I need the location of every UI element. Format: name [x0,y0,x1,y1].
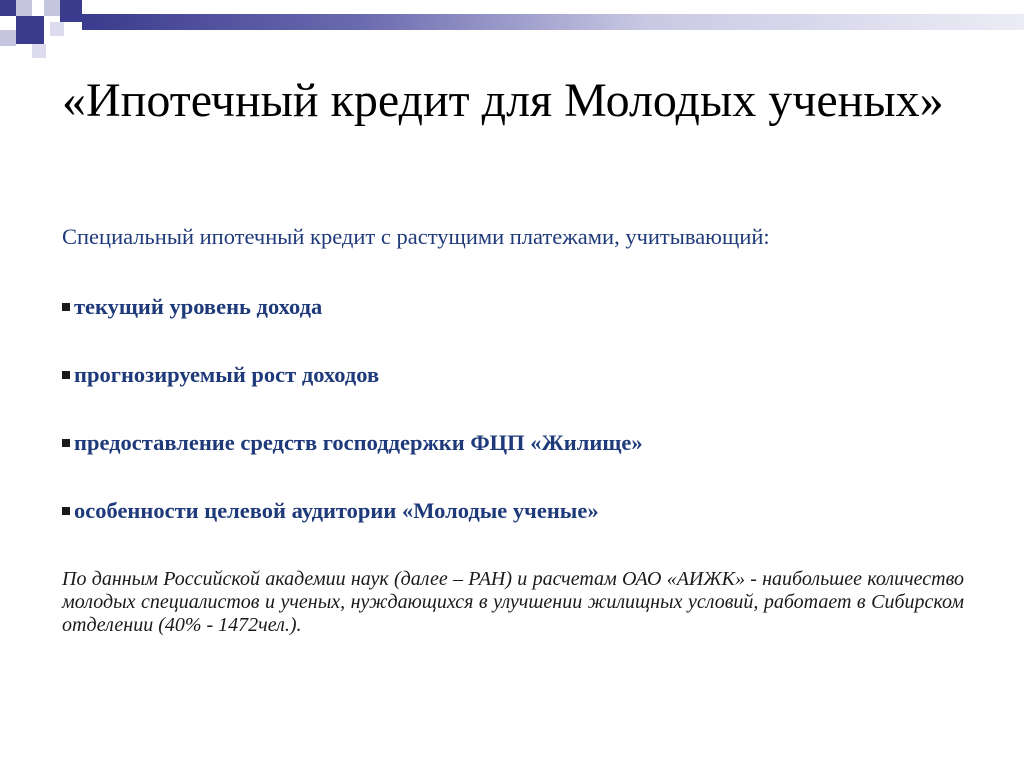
slide-title: «Ипотечный кредит для Молодых ученых» [62,74,944,127]
bullet-text: текущий уровень дохода [74,294,323,319]
footnote-text: По данным Российской академии наук (далее – РАН) и расчетам ОАО «АИЖК» - наибольшее количество молодых специалистов и ученых, нуждающихся в улучшении жилищных условий, работает в Сибирском отделении (40% - 1472чел.). [62,568,964,636]
list-item [62,358,982,426]
slide-subtitle: Специальный ипотечный кредит с растущими платежами, учитывающий: [62,224,770,249]
decor-square [0,30,16,46]
square-bullet-icon [62,371,70,379]
bullet-list [62,290,982,562]
decor-square [32,44,46,58]
decor-square [0,0,16,16]
square-bullet-icon [62,439,70,447]
bullet-text: особенности целевой аудитории «Молодые ученые» [74,498,599,523]
bullet-text: предоставление средств господдержки ФЦП «Жилище» [74,430,643,455]
list-item [62,494,982,562]
list-item [62,426,982,494]
list-item [62,290,982,358]
decor-square [50,22,64,36]
decor-square [16,0,32,16]
square-bullet-icon [62,303,70,311]
header-band [82,14,1024,30]
square-bullet-icon [62,507,70,515]
bullet-text: прогнозируемый рост доходов [74,362,380,387]
decor-square [44,0,60,16]
decor-square [16,16,44,44]
decor-square [60,0,82,22]
